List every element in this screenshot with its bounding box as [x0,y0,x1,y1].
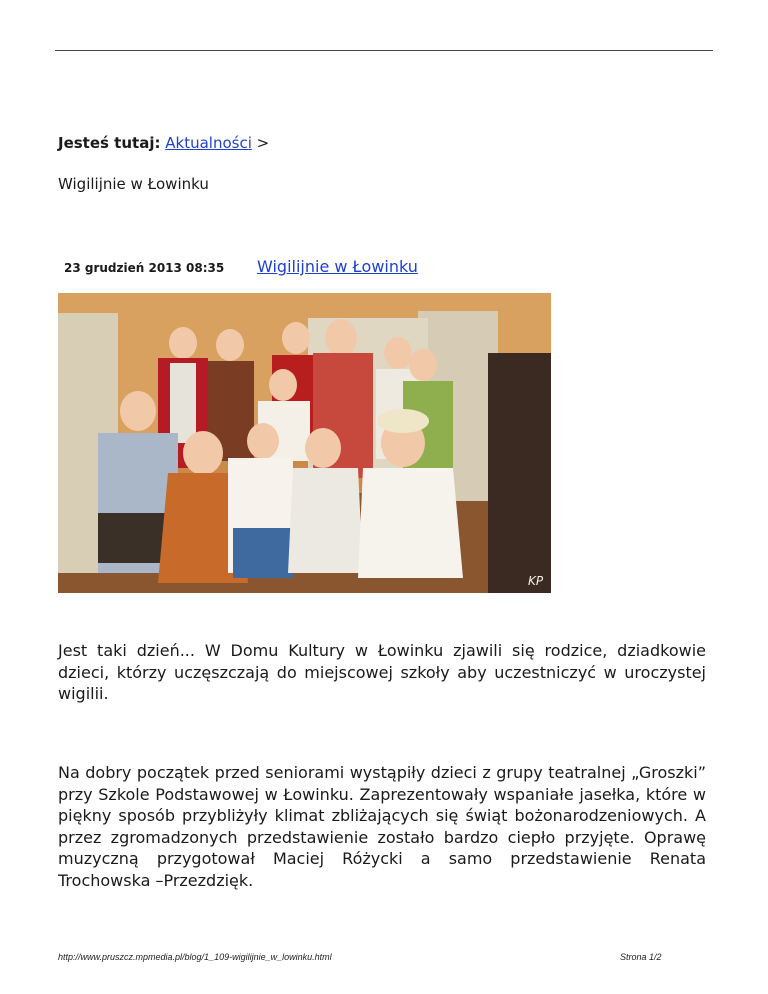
article-date: 23 grudzień 2013 08:35 [64,261,225,275]
article-paragraph: Jest taki dzień... W Domu Kultury w Łowinku zjawili się rodzice, dziadkowie dzieci, którzy uczęszczają do miejscowej szkoły aby uczestniczyć w uroczystej wigilii. [58,641,706,703]
photo-watermark: KP [528,574,544,588]
header-divider [55,50,713,51]
article-title-link[interactable]: Wigilijnie w Łowinku [257,257,418,276]
breadcrumb-link-news[interactable]: Aktualności [165,134,252,152]
breadcrumb [58,132,269,154]
breadcrumb-separator: > [256,134,270,152]
breadcrumb-prefix: Jesteś tutaj: [58,134,161,152]
article-photo [58,293,551,593]
footer-page-number: Strona 1/2 [620,952,662,962]
page-title: Wigilijnie w Łowinku [58,175,209,193]
article-paragraph: Na dobry początek przed seniorami wystąpiły dzieci z grupy teatralnej „Groszki” przy Szkole Podstawowej w Łowinku. Zaprezentowały wspaniałe jasełka, które w piękny sposób przybliżyły klimat zbliżających się świąt bożonarodzeniowych. A przez zgromadzonych przedstawienie zostało bardzo ciepło przyjęte. Oprawę muzyczną przygotował Maciej Różycki a samo przedstawienie Renata Trochowska –Przezdzięk. [58,763,706,890]
footer-url: http://www.pruszcz.mpmedia.pl/blog/1_109-wigilijnie_w_lowinku.html [58,952,332,962]
